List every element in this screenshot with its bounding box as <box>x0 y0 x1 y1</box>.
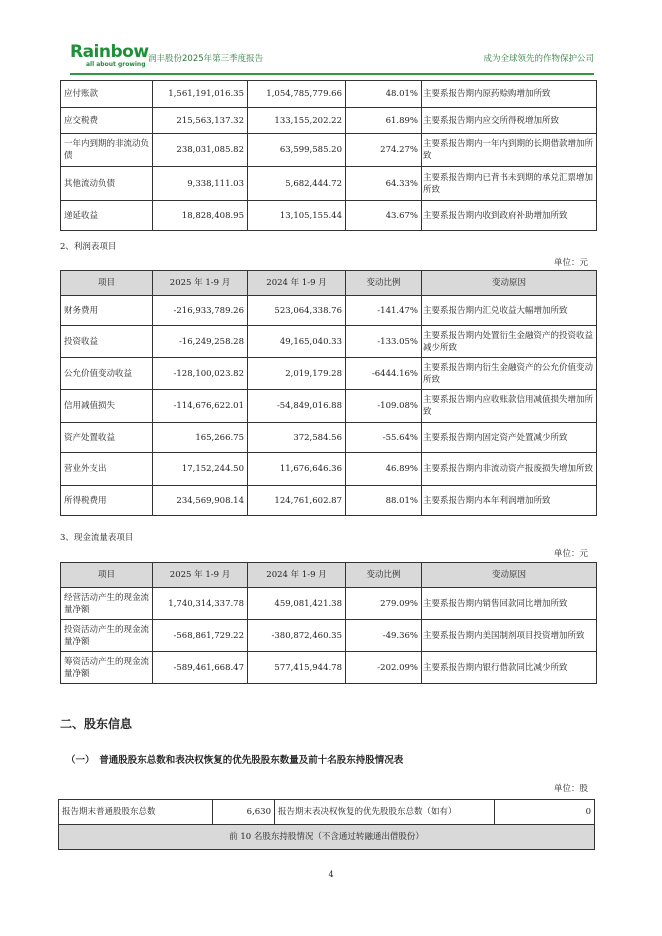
table-header-row <box>61 563 597 588</box>
item-name: 投资收益 <box>61 326 153 358</box>
item-name: 应付账款 <box>61 81 153 108</box>
change-ratio: 279.09% <box>346 588 422 620</box>
change-ratio: 64.33% <box>346 167 422 201</box>
cash-unit: 单位：元 <box>553 549 588 559</box>
change-reason: 主要系报告期内汇兑收益大幅增加所致 <box>422 296 597 326</box>
preferred-shareholders-label: 报告期末表决权恢复的优先股股东总数（如有） <box>275 800 495 825</box>
current-value: 215,563,137.32 <box>153 108 248 134</box>
prior-value: 372,584.56 <box>248 423 346 453</box>
prior-value: 459,081,421.38 <box>248 588 346 620</box>
prior-value: 13,105,155.44 <box>248 201 346 231</box>
current-value: 1,561,191,016.35 <box>153 81 248 108</box>
profit-table <box>60 270 597 516</box>
current-value: -216,933,789.26 <box>153 296 248 326</box>
preferred-shareholders-value: 0 <box>495 800 595 825</box>
change-reason: 主要系报告期内本年利润增加所致 <box>422 486 597 516</box>
table-row <box>59 825 595 850</box>
prior-value: 1,054,785,779.66 <box>248 81 346 108</box>
shareholder-subheading: （一） 普通股股东总数和表决权恢复的优先股股东数量及前十名股东持股情况表 <box>66 755 404 766</box>
current-value: -16,249,258.28 <box>153 326 248 358</box>
item-name: 公允价值变动收益 <box>61 358 153 390</box>
column-header: 2025 年 1-9 月 <box>153 271 248 296</box>
prior-value: 11,676,646.36 <box>248 453 346 486</box>
change-reason: 主要系报告期内销售回款同比增加所致 <box>422 588 597 620</box>
change-reason: 主要系报告期内原药赊购增加所致 <box>422 81 597 108</box>
page-number: 4 <box>328 870 334 879</box>
current-value: 238,031,085.82 <box>153 134 248 167</box>
common-shareholders-value: 6,630 <box>213 800 275 825</box>
item-name: 信用减值损失 <box>61 390 153 423</box>
column-header: 2025 年 1-9 月 <box>153 563 248 588</box>
current-value: -114,676,622.01 <box>153 390 248 423</box>
current-value: 18,828,408.95 <box>153 201 248 231</box>
change-reason: 主要系报告期内固定资产处置减少所致 <box>422 423 597 453</box>
item-name: 资产处置收益 <box>61 423 153 453</box>
prior-value: 577,415,944.78 <box>248 652 346 684</box>
logo-text: Rainbow <box>70 42 149 62</box>
profit-unit: 单位：元 <box>553 258 588 268</box>
current-value: -589,461,668.47 <box>153 652 248 684</box>
logo-tagline: all about growing <box>86 61 146 68</box>
prior-value: 2,019,179.28 <box>248 358 346 390</box>
table-row <box>61 201 597 231</box>
header-divider <box>70 73 594 75</box>
current-value: 1,740,314,337.78 <box>153 588 248 620</box>
column-header: 变动原因 <box>422 563 597 588</box>
change-ratio: 46.89% <box>346 453 422 486</box>
prior-value: 523,064,338.76 <box>248 296 346 326</box>
current-value: 165,266.75 <box>153 423 248 453</box>
table-row <box>61 358 597 390</box>
change-reason: 主要系报告期内应交所得税增加所致 <box>422 108 597 134</box>
change-ratio: 48.01% <box>346 81 422 108</box>
change-ratio: 43.67% <box>346 201 422 231</box>
company-logo <box>70 44 149 69</box>
change-reason: 主要系报告期内处置衍生金融资产的投资收益减少所致 <box>422 326 597 358</box>
change-ratio: 61.89% <box>346 108 422 134</box>
table-row <box>61 486 597 516</box>
current-value: 9,338,111.03 <box>153 167 248 201</box>
change-reason: 主要系报告期内非流动资产报废损失增加所致 <box>422 453 597 486</box>
change-ratio: -55.64% <box>346 423 422 453</box>
prior-value: 124,761,602.87 <box>248 486 346 516</box>
change-ratio: -202.09% <box>346 652 422 684</box>
profit-section-title: 2、利润表项目 <box>60 242 117 252</box>
common-shareholders-label: 报告期末普通股股东总数 <box>59 800 213 825</box>
change-reason: 主要系报告期内美国制剂项目投资增加所致 <box>422 620 597 652</box>
item-name: 应交税费 <box>61 108 153 134</box>
current-value: 17,152,244.50 <box>153 453 248 486</box>
cash-flow-table <box>60 562 597 684</box>
table-row <box>61 81 597 108</box>
table-row <box>61 108 597 134</box>
item-name: 财务费用 <box>61 296 153 326</box>
item-name: 递延收益 <box>61 201 153 231</box>
change-reason: 主要系报告期内一年内到期的长期借款增加所致 <box>422 134 597 167</box>
page-header <box>70 44 594 76</box>
table-row <box>61 588 597 620</box>
table-row <box>61 326 597 358</box>
table-row <box>61 390 597 423</box>
shareholder-heading: 二、股东信息 <box>60 717 133 731</box>
table-row <box>59 800 595 825</box>
prior-value: 63,599,585.20 <box>248 134 346 167</box>
top10-shareholders-label: 前 10 名股东持股情况（不含通过转融通出借股份） <box>59 825 595 850</box>
column-header: 变动比例 <box>346 563 422 588</box>
table-row <box>61 620 597 652</box>
table-header-row <box>61 271 597 296</box>
item-name: 营业外支出 <box>61 453 153 486</box>
prior-value: 49,165,040.33 <box>248 326 346 358</box>
prior-value: 133,155,202.22 <box>248 108 346 134</box>
change-ratio: -141.47% <box>346 296 422 326</box>
column-header: 项目 <box>61 563 153 588</box>
column-header: 2024 年 1-9 月 <box>248 563 346 588</box>
column-header: 2024 年 1-9 月 <box>248 271 346 296</box>
table-row <box>61 296 597 326</box>
table-row <box>61 652 597 684</box>
item-name: 其他流动负债 <box>61 167 153 201</box>
current-value: -568,861,729.22 <box>153 620 248 652</box>
shareholder-table <box>58 799 595 850</box>
change-ratio: 274.27% <box>346 134 422 167</box>
change-reason: 主要系报告期内应收账款信用减值损失增加所致 <box>422 390 597 423</box>
change-ratio: -109.08% <box>346 390 422 423</box>
item-name: 一年内到期的非流动负债 <box>61 134 153 167</box>
shareholder-unit: 单位：股 <box>553 784 588 794</box>
change-ratio: -133.05% <box>346 326 422 358</box>
change-reason: 主要系报告期内收到政府补助增加所致 <box>422 201 597 231</box>
prior-value: -380,872,460.35 <box>248 620 346 652</box>
table-row <box>61 423 597 453</box>
balance-sheet-table <box>60 80 597 231</box>
change-ratio: -49.36% <box>346 620 422 652</box>
current-value: -128,100,023.82 <box>153 358 248 390</box>
table-row <box>61 453 597 486</box>
table-row <box>61 167 597 201</box>
change-reason: 主要系报告期内银行借款同比减少所致 <box>422 652 597 684</box>
column-header: 变动原因 <box>422 271 597 296</box>
item-name: 投资活动产生的现金流量净额 <box>61 620 153 652</box>
cash-section-title: 3、现金流量表项目 <box>60 533 134 543</box>
company-slogan: 成为全球领先的作物保护公司 <box>483 54 594 64</box>
item-name: 筹资活动产生的现金流量净额 <box>61 652 153 684</box>
change-ratio: 88.01% <box>346 486 422 516</box>
prior-value: 5,682,444.72 <box>248 167 346 201</box>
change-ratio: -6444.16% <box>346 358 422 390</box>
table-row <box>61 134 597 167</box>
column-header: 项目 <box>61 271 153 296</box>
item-name: 经营活动产生的现金流量净额 <box>61 588 153 620</box>
report-title: 润丰股份2025年第三季度报告 <box>148 54 264 64</box>
change-reason: 主要系报告期内衍生金融资产的公允价值变动所致 <box>422 358 597 390</box>
current-value: 234,569,908.14 <box>153 486 248 516</box>
column-header: 变动比例 <box>346 271 422 296</box>
prior-value: -54,849,016.88 <box>248 390 346 423</box>
change-reason: 主要系报告期内已背书未到期的承兑汇票增加所致 <box>422 167 597 201</box>
item-name: 所得税费用 <box>61 486 153 516</box>
